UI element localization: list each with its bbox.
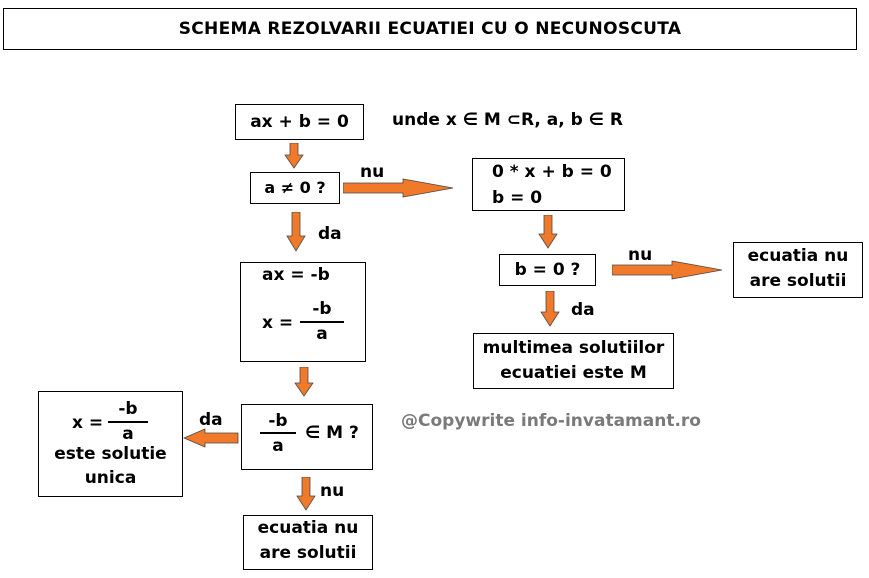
arrow-down-icon [296, 477, 316, 511]
solve-fraction-bar [300, 321, 344, 323]
unique-line2: unica [84, 468, 137, 488]
label-da-q1: da [318, 224, 342, 244]
no-solution-right-line2: are solutii [749, 271, 847, 291]
unique-numerator: -b [118, 399, 138, 419]
solve-denominator: a [316, 324, 328, 344]
question-b-zero: b = 0 ? [514, 260, 581, 280]
q3-denominator: a [272, 436, 284, 456]
diagram-title: SCHEMA REZOLVARII ECUATIEI CU O NECUNOSCUTA [3, 8, 857, 50]
arrow-down-icon [286, 212, 306, 252]
solve-x-eq: x = [262, 313, 294, 333]
arrow-down-icon [540, 291, 560, 327]
q3-in-m: ∈ M ? [305, 423, 359, 443]
unique-line1: este solutie [54, 444, 167, 464]
start-equation: ax + b = 0 [250, 112, 349, 132]
copyright-watermark: @Copywrite info-invatamant.ro [401, 411, 701, 431]
q3-numerator: -b [268, 411, 288, 431]
label-nu-q2: nu [628, 245, 653, 265]
question-a-nonzero: a ≠ 0 ? [264, 178, 326, 197]
arrow-right-icon [343, 178, 455, 198]
label-nu-q1: nu [360, 162, 385, 182]
all-solutions-line2: ecuatiei este M [500, 363, 647, 383]
arrow-down-icon [538, 215, 558, 249]
zero-equation-line1: 0 * x + b = 0 [492, 162, 612, 182]
label-da-q3: da [199, 410, 223, 430]
unique-fraction-bar [108, 421, 148, 423]
q3-fraction-bar [260, 432, 296, 434]
arrow-down-icon [294, 367, 314, 397]
arrow-down-icon [284, 143, 304, 169]
all-solutions-line1: multimea solutiilor [482, 338, 665, 358]
zero-equation-line2: b = 0 [492, 188, 543, 208]
no-solution-bottom-line1: ecuatia nu [257, 518, 359, 538]
domain-condition: unde x ∈ M ⊂R, a, b ∈ R [392, 110, 623, 130]
no-solution-right-line1: ecuatia nu [747, 246, 849, 266]
unique-x-eq: x = [72, 413, 104, 433]
solve-line1: ax = -b [262, 265, 330, 285]
no-solution-bottom-line2: are solutii [259, 543, 357, 563]
label-da-q2: da [571, 300, 595, 320]
unique-denominator: a [122, 424, 134, 444]
arrow-left-icon [183, 428, 239, 448]
solve-numerator: -b [312, 299, 332, 319]
arrow-right-icon [612, 260, 724, 280]
label-nu-q3: nu [320, 481, 345, 501]
